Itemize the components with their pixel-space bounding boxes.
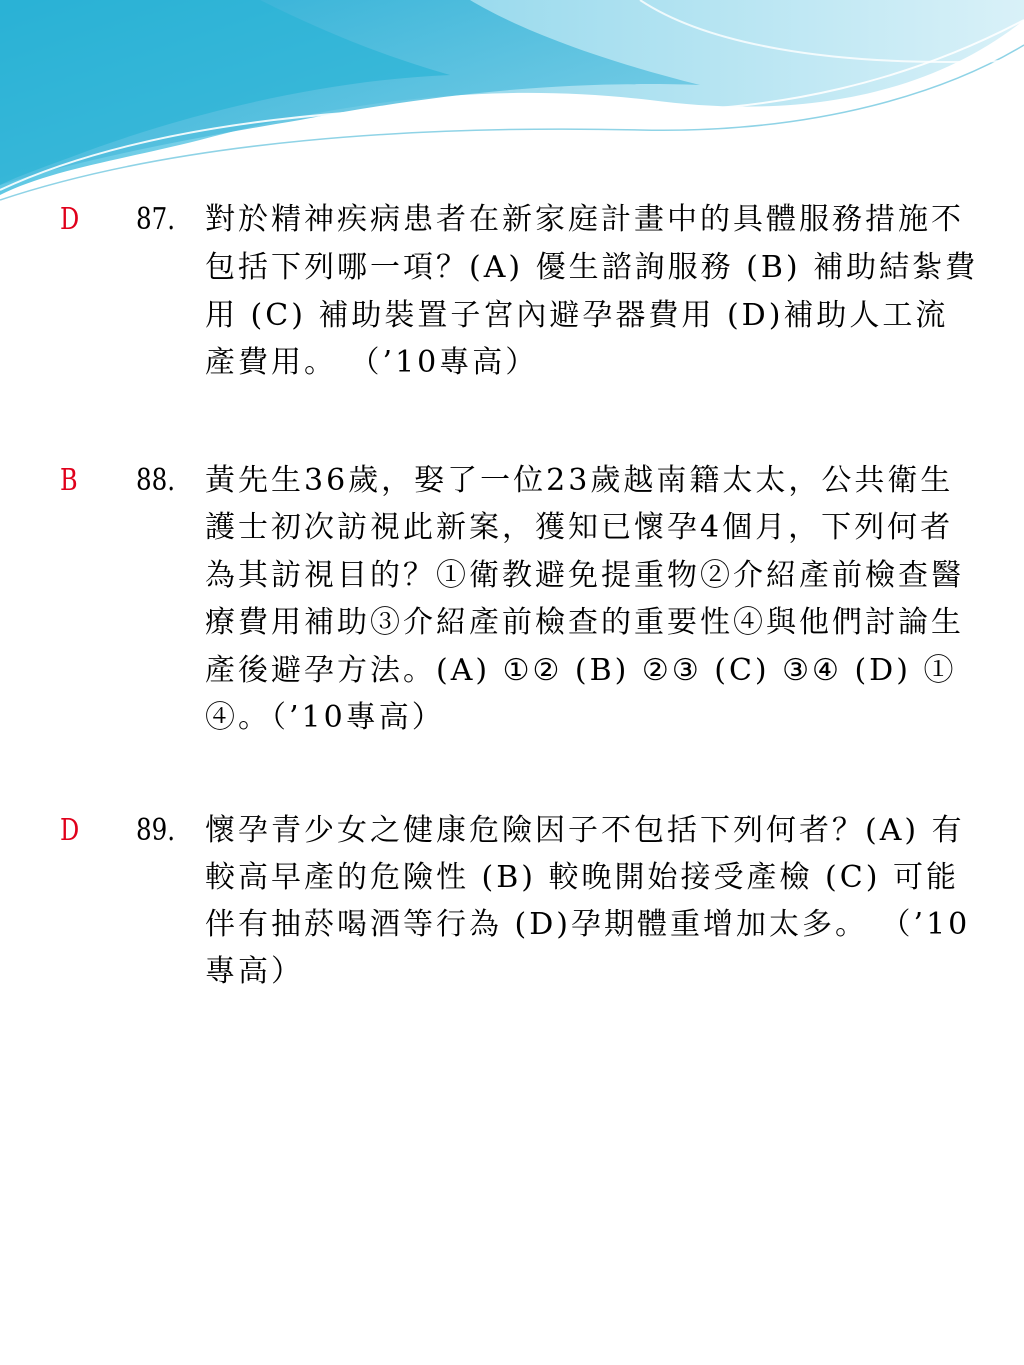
question-text: 懷孕青少女之健康危險因子不包括下列何者？(A) 有較高早產的危險性 (B) 較晚開始接受產檢 (C) 可能伴有抽菸喝酒等行為 (D)孕期體重增加太多。 （’10專高） bbox=[205, 813, 971, 989]
question-number: 89. bbox=[136, 813, 176, 848]
answer-key: B bbox=[60, 463, 78, 498]
question-number: 88. bbox=[136, 463, 176, 498]
question-number: 87. bbox=[136, 202, 176, 237]
answer-key: D bbox=[60, 813, 80, 848]
question-text: 對於精神疾病患者在新家庭計畫中的具體服務措施不包括下列哪一項？(A) 優生諮詢服務 (B) 補助結紮費用 (C) 補助裝置子宮內避孕器費用 (D)補助人工流產費用。 （’10專高） bbox=[205, 202, 979, 381]
question-text: 黃先生36歲，娶了一位23歲越南籍太太，公共衛生護士初次訪視此新案，獲知已懷孕4個月，下列何者為其訪視目的？①衛教避免提重物②介紹產前檢查醫療費用補助③介紹產前檢查的重要性④與他們討論生產後避孕方法。(A) ①② (B) ②③ (C) ③④ (D) ①④。（’10專高） bbox=[205, 463, 964, 736]
answer-key: D bbox=[60, 202, 80, 237]
